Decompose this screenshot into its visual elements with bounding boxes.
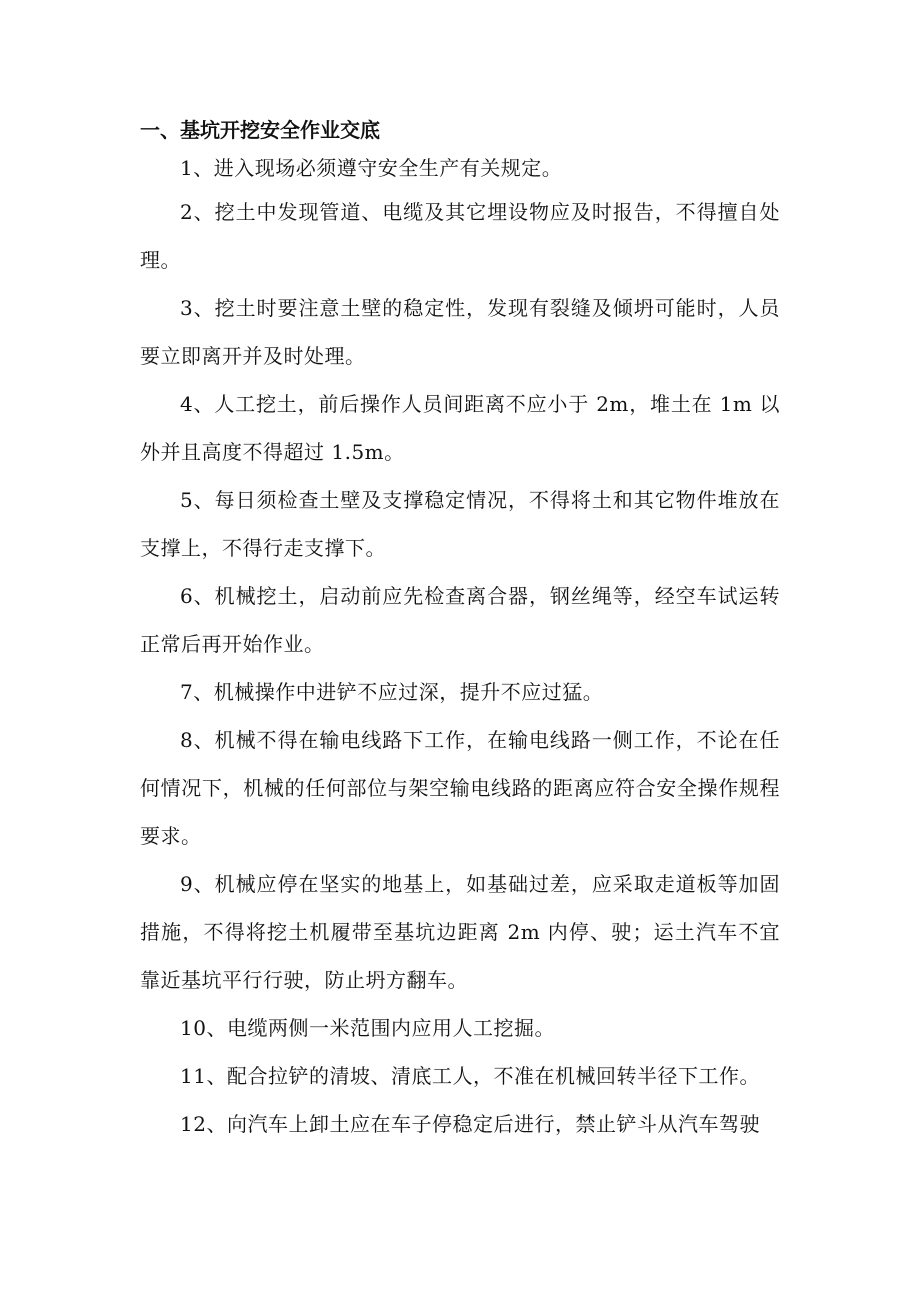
paragraph-1: 1、进入现场必须遵守安全生产有关规定。 bbox=[180, 156, 563, 180]
paragraph-5: 5、每日须检查土壁及支撑稳定情况，不得将土和其它物件堆放在支撑上，不得行走支撑下。 bbox=[140, 488, 780, 560]
paragraph-9: 9、机械应停在坚实的地基上，如基础过差，应采取走道板等加固措施，不得将挖土机履带至基坑边距离 2m 内停、驶；运土汽车不宜靠近基坑平行行驶，防止坍方翻车。 bbox=[140, 872, 780, 992]
paragraph-12: 12、向汽车上卸土应在车子停稳定后进行，禁止铲斗从汽车驾驶 bbox=[180, 1112, 760, 1136]
paragraph-7: 7、机械操作中进铲不应过深，提升不应过猛。 bbox=[180, 680, 604, 704]
paragraph-3: 3、挖土时要注意土壁的稳定性，发现有裂缝及倾坍可能时，人员要立即离开并及时处理。 bbox=[140, 296, 780, 368]
paragraph-4: 4、人工挖土，前后操作人员间距离不应小于 2m，堆土在 1m 以外并且高度不得超过 1.5m。 bbox=[140, 392, 780, 464]
paragraph-10: 10、电缆两侧一米范围内应用人工挖掘。 bbox=[180, 1016, 555, 1040]
paragraph-2: 2、挖土中发现管道、电缆及其它埋设物应及时报告，不得擅自处理。 bbox=[140, 200, 780, 272]
paragraph-6: 6、机械挖土，启动前应先检查离合器，钢丝绳等，经空车试运转正常后再开始作业。 bbox=[140, 584, 780, 656]
section-heading: 一、基坑开挖安全作业交底 bbox=[140, 118, 380, 142]
paragraph-11: 11、配合拉铲的清坡、清底工人，不准在机械回转半径下工作。 bbox=[180, 1064, 760, 1088]
document-body bbox=[140, 112, 780, 1148]
paragraph-8: 8、机械不得在输电线路下工作，在输电线路一侧工作，不论在任何情况下，机械的任何部位与架空输电线路的距离应符合安全操作规程要求。 bbox=[140, 728, 780, 848]
